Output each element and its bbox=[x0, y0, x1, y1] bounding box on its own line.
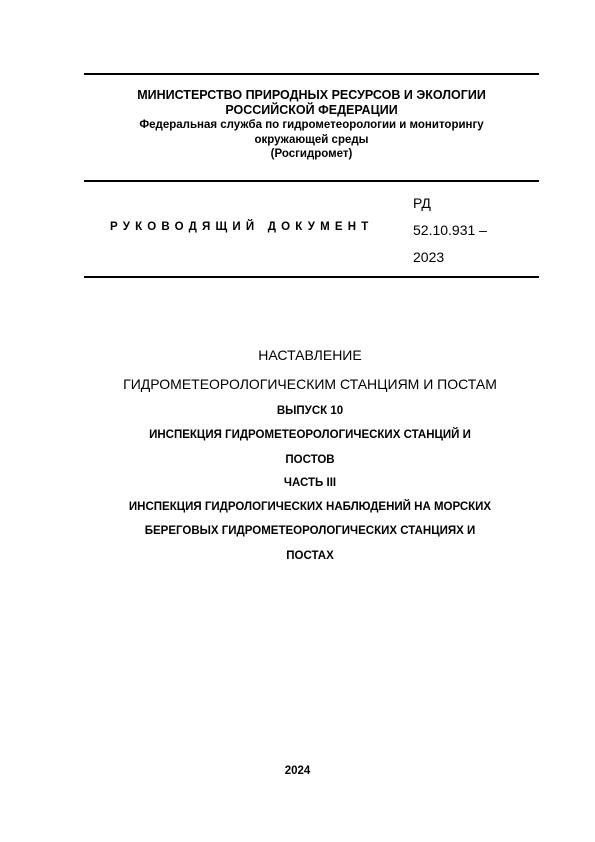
publication-year: 2024 bbox=[284, 765, 311, 777]
issuer-header bbox=[84, 88, 539, 162]
part-title-line-1: ИНСПЕКЦИЯ ГИДРОЛОГИЧЕСКИХ НАБЛЮДЕНИЙ НА МОРСКИХ bbox=[128, 501, 492, 513]
service-short-name: (Росгидромет) bbox=[270, 148, 353, 160]
issue-number: ВЫПУСК 10 bbox=[276, 405, 344, 417]
title-line-2: ГИДРОМЕТЕОРОЛОГИЧЕСКИМ СТАНЦИЯМ И ПОСТАМ bbox=[123, 376, 497, 392]
ministry-line-2: РОССИЙСКОЙ ФЕДЕРАЦИИ bbox=[225, 103, 398, 117]
middle-rule bbox=[84, 180, 539, 182]
document-code-line-2: 52.10.931 – bbox=[413, 222, 487, 238]
part-number: ЧАСТЬ III bbox=[283, 477, 337, 489]
issue-title-line-1: ИНСПЕКЦИЯ ГИДРОМЕТЕОРОЛОГИЧЕСКИХ СТАНЦИЙ И bbox=[149, 429, 471, 441]
bottom-rule bbox=[84, 276, 539, 278]
part-title-line-3: ПОСТАХ bbox=[286, 550, 334, 562]
document-code-line-1: РД bbox=[413, 195, 431, 211]
issue-title-line-2: ПОСТОВ bbox=[285, 454, 335, 466]
document-type-label: РУКОВОДЯЩИЙ ДОКУМЕНТ bbox=[110, 221, 374, 233]
document-code-line-3: 2023 bbox=[413, 249, 445, 265]
service-line-2: окружающей среды bbox=[254, 133, 369, 146]
top-rule bbox=[84, 73, 539, 75]
service-line-1: Федеральная служба по гидрометеорологии и мониторингу bbox=[139, 119, 484, 131]
ministry-line-1: МИНИСТЕРСТВО ПРИРОДНЫХ РЕСУРСОВ И ЭКОЛОГИИ bbox=[137, 88, 486, 102]
title-line-1: НАСТАВЛЕНИЕ bbox=[258, 347, 362, 363]
part-title-line-2: БЕРЕГОВЫХ ГИДРОМЕТЕОРОЛОГИЧЕСКИХ СТАНЦИЯХ И bbox=[144, 525, 476, 537]
